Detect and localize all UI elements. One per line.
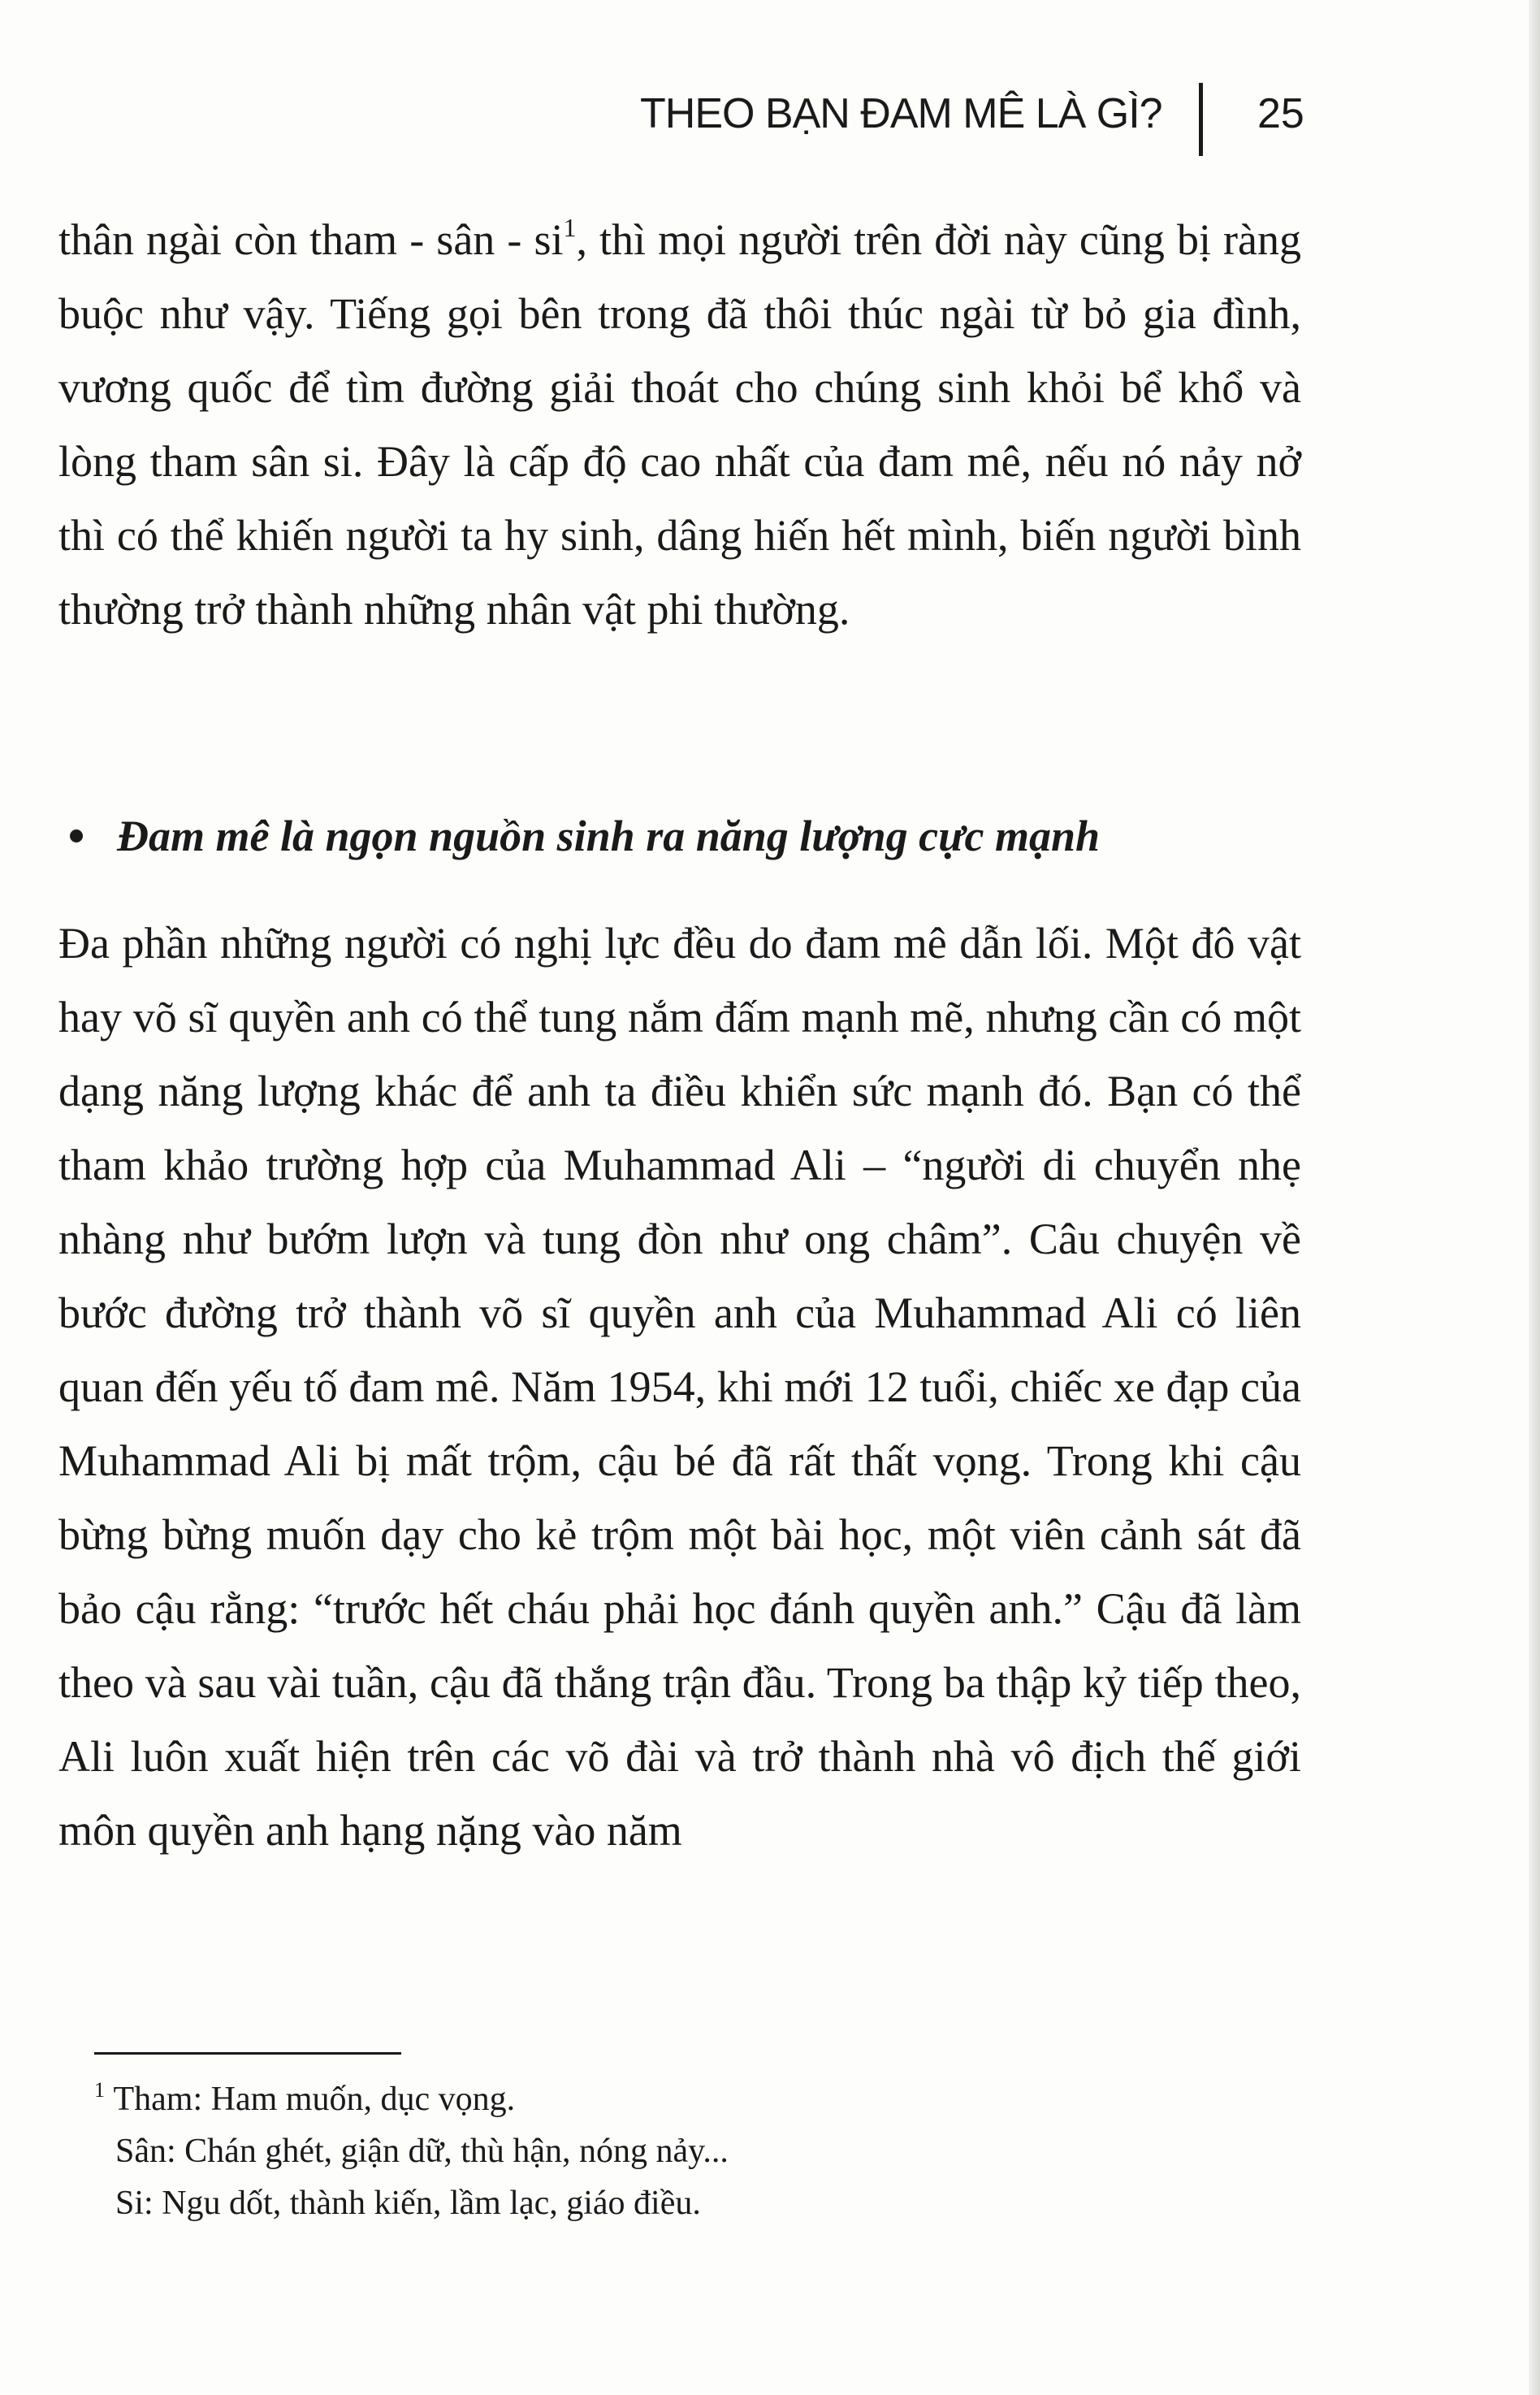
footnote-reference: 1: [563, 213, 577, 242]
footnote-text: Sân: Chán ghét, giận dữ, thù hận, nóng nảy...: [115, 2133, 729, 2170]
footnote-marker: 1: [94, 2078, 105, 2102]
paragraph-text: Đa phần những người có nghị lực đều do đam mê dẫn lối. Một đô vật hay võ sĩ quyền anh có thể tung nắm đấm mạnh mẽ, nhưng cần có một dạng năng lượng khác để anh ta điều khiển sức mạnh đó. Bạn có thể tham khảo trường hợp của Muhammad Ali – “người di chuyển nhẹ nhàng như bướm lượn và tung đòn như ong châm”. Câu chuyện về bước đường trở thành võ sĩ quyền anh của Muhammad Ali có liên quan đến yếu tố đam mê. Năm 1954, khi mới 12 tuổi, chiếc xe đạp của Muhammad Ali bị mất trộm, cậu bé đã rất thất vọng. Trong khi cậu bừng bừng muốn dạy cho kẻ trộm một bài học, một viên cảnh sát đã bảo cậu rằng: “trước hết cháu phải học đánh quyền anh.” Cậu đã làm theo và sau vài tuần, cậu đã thắng trận đầu. Trong ba thập kỷ tiếp theo, Ali luôn xuất hiện trên các võ đài và trở thành nhà vô địch thế giới môn quyền anh hạng nặng vào năm: [58, 919, 1301, 1855]
subheading-text: Đam mê là ngọn nguồn sinh ra năng lượng cực mạnh: [117, 812, 1101, 860]
header-divider: [1199, 83, 1203, 156]
footnote-text: Tham: Ham muốn, dục vọng.: [113, 2081, 516, 2118]
footnote-line: [94, 2125, 1231, 2177]
footnote-divider: [94, 2052, 401, 2055]
section-subheading: [70, 811, 1304, 861]
page-number: 25: [1257, 90, 1304, 137]
page-header: [640, 89, 1306, 162]
footnote-line: [94, 2177, 1231, 2229]
footnote-line: [94, 2073, 1231, 2125]
paragraph-text: , thì mọi người trên đời này cũng bị ràng buộc như vậy. Tiếng gọi bên trong đã thôi thúc ngài từ bỏ gia đình, vương quốc để tìm đường giải thoát cho chúng sinh khỏi bể khổ và lòng tham sân si. Đây là cấp độ cao nhất của đam mê, nếu nó nảy nở thì có thể khiến người ta hy sinh, dâng hiến hết mình, biến người bình thường trở thành những nhân vật phi thường.: [58, 215, 1301, 634]
running-title: THEO BẠN ĐAM MÊ LÀ GÌ?: [640, 90, 1162, 137]
bullet-icon: [70, 829, 83, 842]
paragraph-text: thân ngài còn tham - sân - si: [58, 215, 564, 264]
footnote-text: Si: Ngu dốt, thành kiến, lầm lạc, giáo điều.: [115, 2185, 701, 2222]
paragraph-buddha: [58, 203, 1301, 647]
paragraph-muhammad-ali: [58, 907, 1301, 1868]
page-edge: [1529, 0, 1540, 2395]
footnotes: [94, 2073, 1231, 2229]
